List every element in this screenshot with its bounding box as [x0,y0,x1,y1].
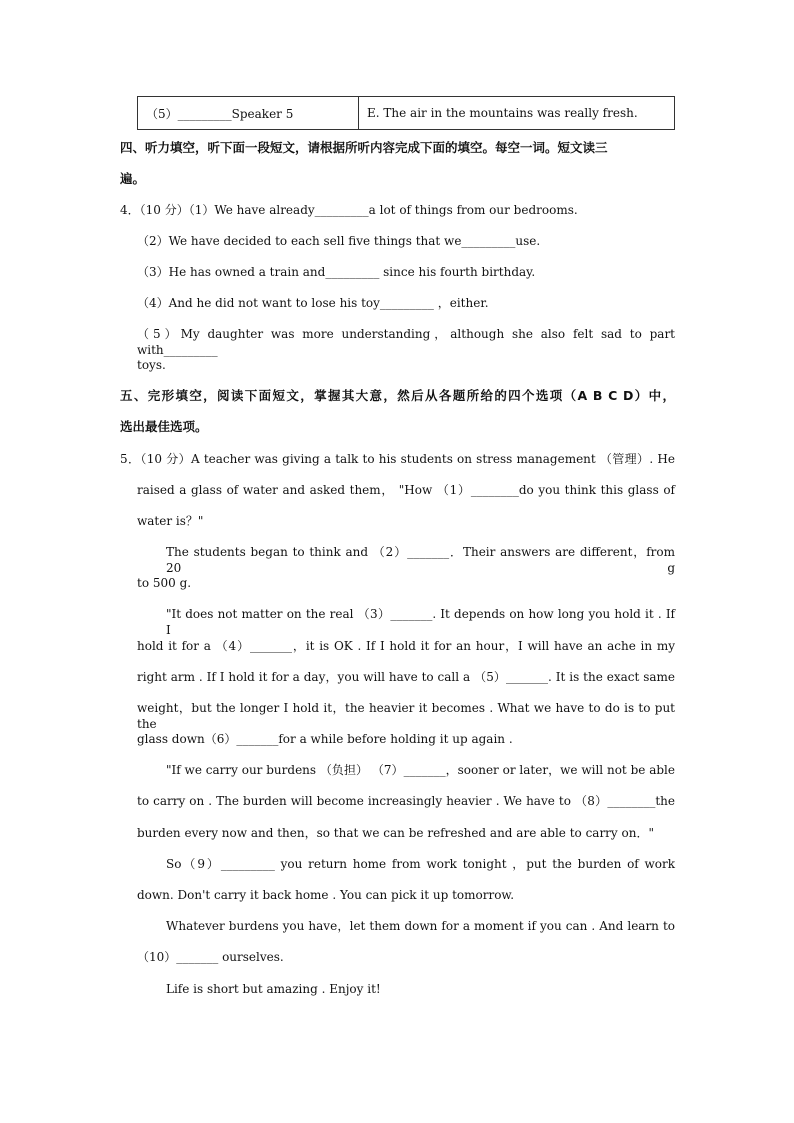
q4-line-6: toys. [137,358,166,372]
q5-line-7: hold it for a （4）_______，it is OK . If I hold it for an hour，I will have an ache in my [137,639,675,653]
q5-line-16: Whatever burdens you have，let them down for a moment if you can . And learn to [166,919,675,933]
q5-line-18: Life is short but amazing . Enjoy it! [166,982,381,996]
q5-line-1: 5．（10 分）A teacher was giving a talk to his students on stress management （管理）. He [120,452,675,466]
table-row [138,97,675,130]
q4-line-1: 4．（10 分）（1）We have already_________a lot of things from our bedrooms. [120,203,578,217]
q5-line-8: right arm . If I hold it for a day，you will have to call a （5）_______. It is the exact same [137,670,675,684]
q4-line-4: （4）And he did not want to lose his toy_________ ，either. [137,296,489,310]
q5-line-17: （10）_______ ourselves. [137,950,284,964]
q5-line-15: down. Don't carry it back home . You can pick it up tomorrow. [137,888,515,902]
section-5-heading-cont: 选出最佳选项。 [120,419,208,434]
table-cell-speaker: （5）_________Speaker 5 [138,97,359,130]
q5-line-11: "If we carry our burdens （负担） （7）_______，sooner or later，we will not be able [166,763,675,777]
q5-line-4: The students began to think and （2）_______．Their answers are different，from 20 g [166,545,675,575]
q5-line-3: water is？" [137,514,204,528]
q4-line-2: （2）We have decided to each sell five things that we_________use. [137,234,541,248]
q5-line-9: weight，but the longer I hold it，the heavier it becomes . What we have to do is to put the [137,701,675,731]
q5-line-6: "It does not matter on the real （3）_______. It depends on how long you hold it . If I [166,607,675,637]
q5-line-2: raised a glass of water and asked them， "How （1）________do you think this glass of [137,483,675,497]
q5-line-13: burden every now and then，so that we can be refreshed and are able to carry on．" [137,826,654,840]
section-4-heading: 四、听力填空，听下面一段短文，请根据所听内容完成下面的填空。每空一词。短文读三 [120,140,608,155]
q5-line-14: So（9）_________ you return home from work tonight ，put the burden of work [166,857,675,871]
table-cell-statement: E. The air in the mountains was really fresh. [359,97,675,130]
q4-line-5: （5）My daughter was more understanding，although she also felt sad to part with_________ [137,327,675,357]
q4-line-3: （3）He has owned a train and_________ since his fourth birthday. [137,265,536,279]
q5-line-12: to carry on . The burden will become increasingly heavier . We have to （8）________the [137,794,675,808]
matching-table [137,96,675,130]
section-5-heading: 五、完形填空，阅读下面短文，掌握其大意，然后从各题所给的四个选项（A B C D）中， [120,388,675,403]
q5-line-10: glass down（6）_______for a while before holding it up again . [137,732,513,746]
q5-line-5: to 500 g. [137,576,192,590]
section-4-heading-cont: 遍。 [120,171,146,186]
